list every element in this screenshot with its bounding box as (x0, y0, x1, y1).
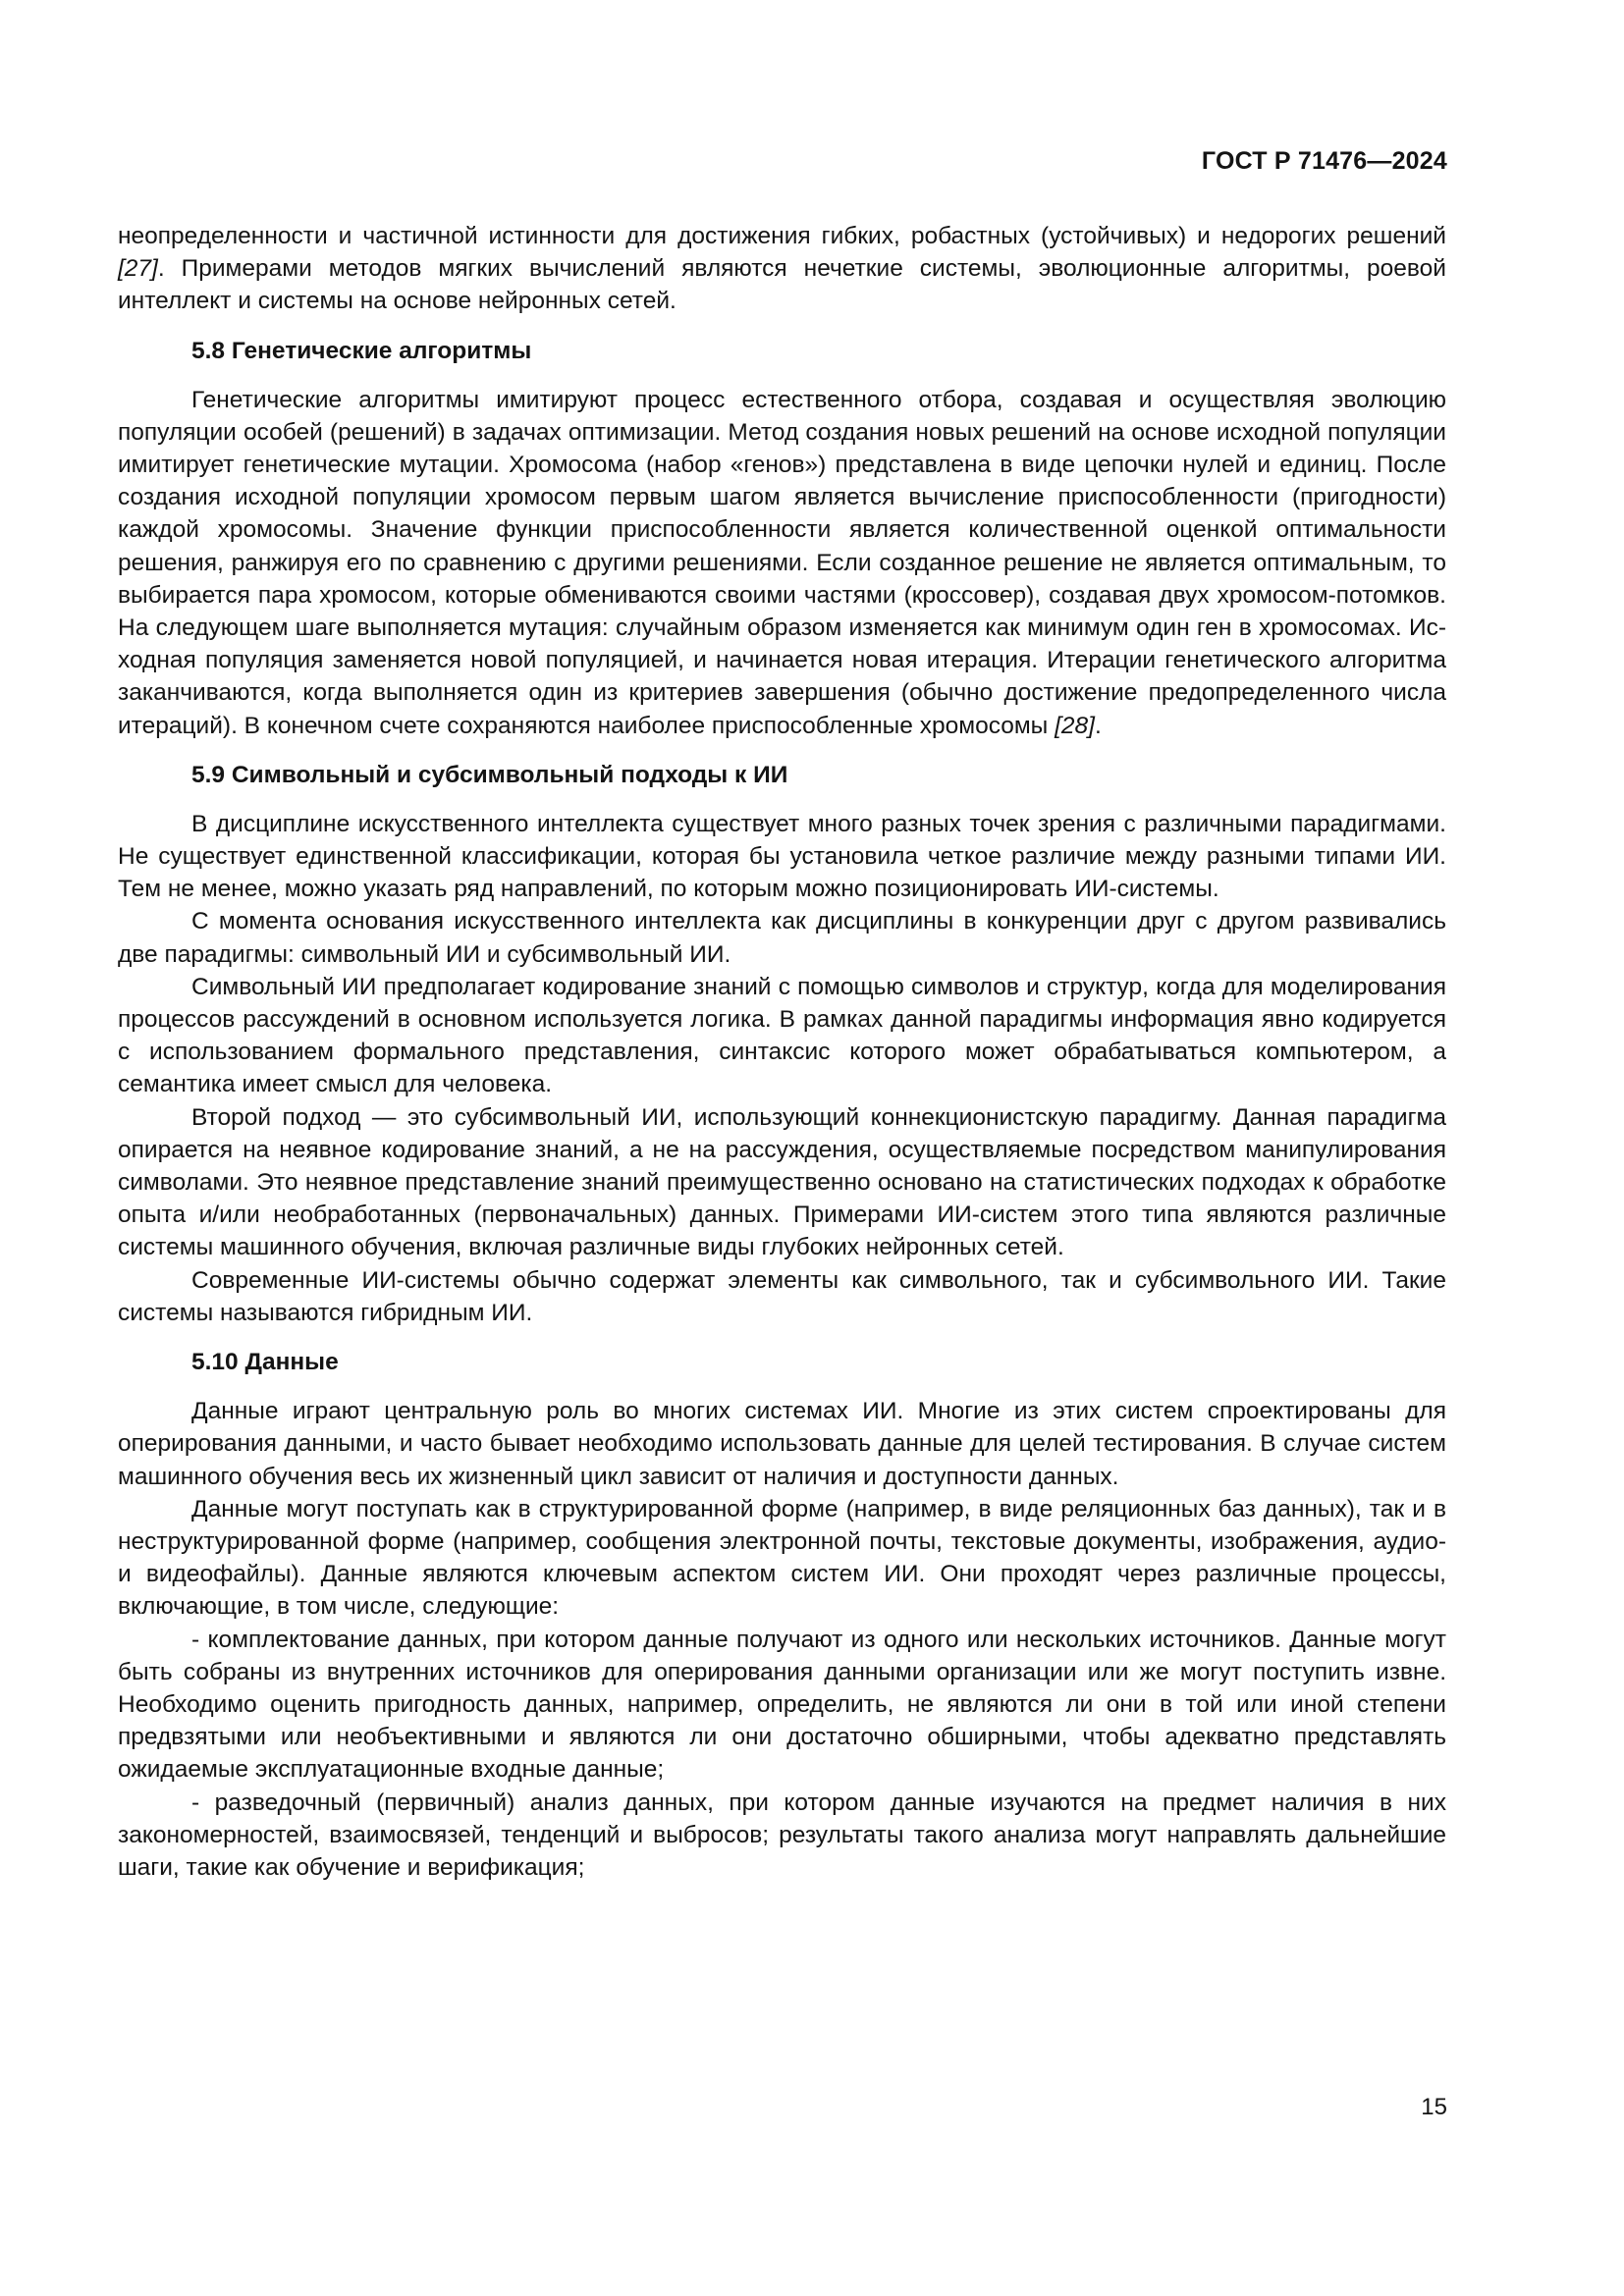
list-item: - комплектование данных, при котором данные получают из одного или нескольких источников. Данные могут быть собраны из внутренних источников для оперирования данными организации или же могут поступить извне. Необходимо оценить пригодность данных, например, определить, не являются ли они в той или иной степени предвзятыми или необъективными и являются ли они достаточно обширными, чтобы адекватно представлять ожидаемые эксплуатационные входные данные; (118, 1626, 1446, 1784)
section-5-8-paragraph (118, 384, 1446, 742)
list-item: - разведочный (первичный) анализ данных, при котором данные изучаются на предмет наличия в них закономерностей, взаимосвязей, тенденций и выбросов; результаты такого анализа могут направлять дальнейшие шаги, такие как обучение и верификация; (118, 1789, 1446, 1881)
intro-paragraph (118, 220, 1446, 318)
section-5-9-paragraph-2: С момента основания искусственного интеллекта как дисциплины в конкуренции друг с другом развивались две парадигмы: символьный ИИ и субсимвольный ИИ. (118, 908, 1446, 968)
section-5-8-text-b: . (1094, 712, 1102, 739)
intro-text-b: . Примерами методов мягких вычислений являются нечеткие системы, эволюционные алгоритмы, роевой интеллект и системы на основе нейронных сетей. (118, 255, 1446, 315)
section-5-9-heading: 5.9 Символьный и субсимвольный подходы к ИИ (191, 761, 788, 788)
section-5-9-paragraph-1: В дисциплине искусственного интеллекта существует много разных точек зрения с различными парадигмами. Не существует единственной классификации, которая бы установила четкое различие между разными типами ИИ. Тем не менее, можно указать ряд направлений, по которым можно позиционировать ИИ-системы. (118, 810, 1446, 903)
section-5-10-heading: 5.10 Данные (191, 1349, 339, 1376)
section-5-8-heading: 5.8 Генетические алгоритмы (191, 337, 532, 364)
standard-code-header: ГОСТ Р 71476—2024 (1201, 147, 1447, 175)
reference-27: [27] (118, 255, 158, 283)
document-body (118, 220, 1446, 1884)
intro-text-a: неопределенности и частичной истинности для достижения гибких, робастных (устойчивых) и недорогих решений (118, 223, 1446, 249)
section-5-8-text-a: Генетические алгоритмы имитируют процесс естественного отбора, создавая и осуществляя эволюцию популяции особей (решений) в задачах оптимизации. Метод создания новых решений на основе исходной популяции имитирует генетические мутации. Хромосома (набор «генов») представлена в виде цепочки нулей и единиц. После создания исходной популяции хромосом первым шагом является вычисление приспособленности (пригодности) каждой хромосомы. Значение функции приспособленности является количественной оценкой оптимальности решения, ранжируя его по сравнению с другими решениями. Если созданное решение не является оптимальным, то выбирается пара хромосом, которые обмениваются своими частями (кроссовер), создавая двух хромосом-потомков. На следующем шаге выполняется мутация: случайным образом изменяется как минимум один ген в хромосомах. Исходная популяция заменяется новой популяцией, и начинается новая итерация. Итерации генетического алгоритма заканчиваются, когда выполняется один из критериев завершения (обычно достижение предопределенного числа итераций). В конечном счете сохраняются наиболее приспособленные хромосомы (118, 386, 1446, 739)
section-5-9-paragraph-5: Современные ИИ-системы обычно содержат элементы как символьного, так и субсимвольного ИИ. Такие системы называются гибридным ИИ. (118, 1266, 1446, 1326)
page-number: 15 (1421, 2094, 1447, 2120)
section-5-9-paragraph-4: Второй подход — это субсимвольный ИИ, использующий коннекционистскую парадигму. Данная парадигма опирается на неявное кодирование знаний, а не на рассуждения, осуществляемые посредством манипулирования символами. Это неявное представление знаний преимущественно основано на статистических подходах к обработке опыта и/или необработанных (первоначальных) данных. Примерами ИИ-систем этого типа являются различные системы машинного обучения, включая различные виды глубоких нейронных сетей. (118, 1103, 1446, 1261)
reference-28: [28] (1055, 712, 1095, 739)
section-5-10-paragraph-2: Данные могут поступать как в структурированной форме (например, в виде реляционных баз данных), так и в неструктурированной форме (например, сообщения электронной почты, текстовые документы, изображения, аудио- и видеофайлы). Данные являются ключевым аспектом систем ИИ. Они проходят через различные процессы, включающие, в том числе, следующие: (118, 1495, 1446, 1621)
section-5-9-paragraph-3: Символьный ИИ предполагает кодирование знаний с помощью символов и структур, когда для моделирования процессов рассуждений в основном используется логика. В рамках данной парадигмы информация явно кодируется с использованием формального представления, синтаксис которого может обрабатываться компьютером, а семантика имеет смысл для человека. (118, 973, 1446, 1098)
section-5-10-paragraph-1: Данные играют центральную роль во многих системах ИИ. Многие из этих систем спроектированы для оперирования данными, и часто бывает необходимо использовать данные для целей тестирования. В случае систем машинного обучения весь их жизненный цикл зависит от наличия и доступности данных. (118, 1398, 1446, 1490)
